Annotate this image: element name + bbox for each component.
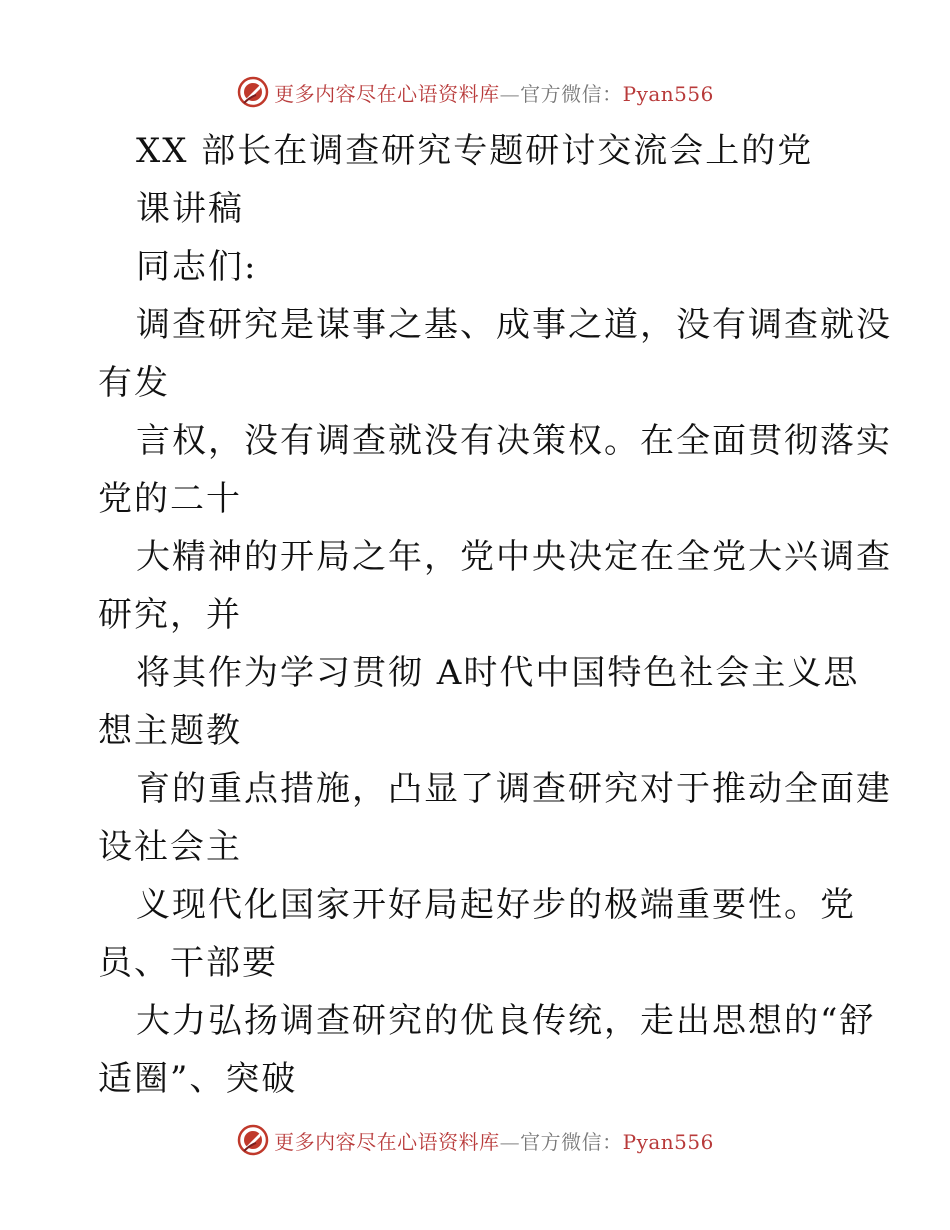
paragraph-line: 党的二十 [98, 479, 242, 519]
banner-dash: — [499, 1129, 521, 1154]
banner-main-text: 更多内容尽在心语资料库 [274, 1129, 500, 1154]
banner-text [274, 1126, 714, 1155]
paragraph-line: 言权，没有调查就没有决策权。在全面贯彻落实 [136, 421, 892, 461]
quill-seal-icon [236, 1123, 270, 1157]
header-banner [0, 72, 950, 112]
paragraph-line: 育的重点措施，凸显了调查研究对于推动全面建 [136, 769, 892, 809]
paragraph-line: 将其作为学习贯彻 A时代中国特色社会主义思 [136, 653, 860, 693]
banner-main-text: 更多内容尽在心语资料库 [274, 81, 500, 106]
banner-content [236, 1123, 714, 1157]
paragraph-line: 员、干部要 [98, 943, 278, 983]
paragraph-line: 义现代化国家开好局起好步的极端重要性。党 [136, 885, 856, 925]
paragraph-line: 研究，并 [98, 595, 242, 635]
quill-seal-icon [236, 75, 270, 109]
title-line-1: XX 部长在调查研究专题研讨交流会上的党 [136, 131, 814, 171]
paragraph-line: 大力弘扬调查研究的优良传统，走出思想的“舒 [136, 1001, 876, 1041]
paragraph-line: 设社会主 [98, 827, 242, 867]
footer-banner [0, 1120, 950, 1160]
banner-wechat-label: 官方微信： [520, 1129, 623, 1154]
paragraph-line: 适圈”、突破 [98, 1059, 298, 1099]
banner-dash: — [499, 81, 521, 106]
banner-wechat-label: 官方微信： [520, 81, 623, 106]
banner-wechat-id: Pyan556 [622, 1129, 714, 1154]
paragraph-line: 大精神的开局之年，党中央决定在全党大兴调查 [136, 537, 892, 577]
document-body [98, 122, 892, 1108]
salutation: 同志们: [136, 247, 258, 287]
banner-content [236, 75, 714, 109]
banner-text [274, 78, 714, 107]
paragraph-line: 调查研究是谋事之基、成事之道，没有调查就没 [136, 305, 892, 345]
banner-wechat-id: Pyan556 [622, 81, 714, 106]
paragraph-line: 想主题教 [98, 711, 242, 751]
title-line-2: 课讲稿 [136, 189, 244, 229]
paragraph-line: 有发 [98, 363, 170, 403]
